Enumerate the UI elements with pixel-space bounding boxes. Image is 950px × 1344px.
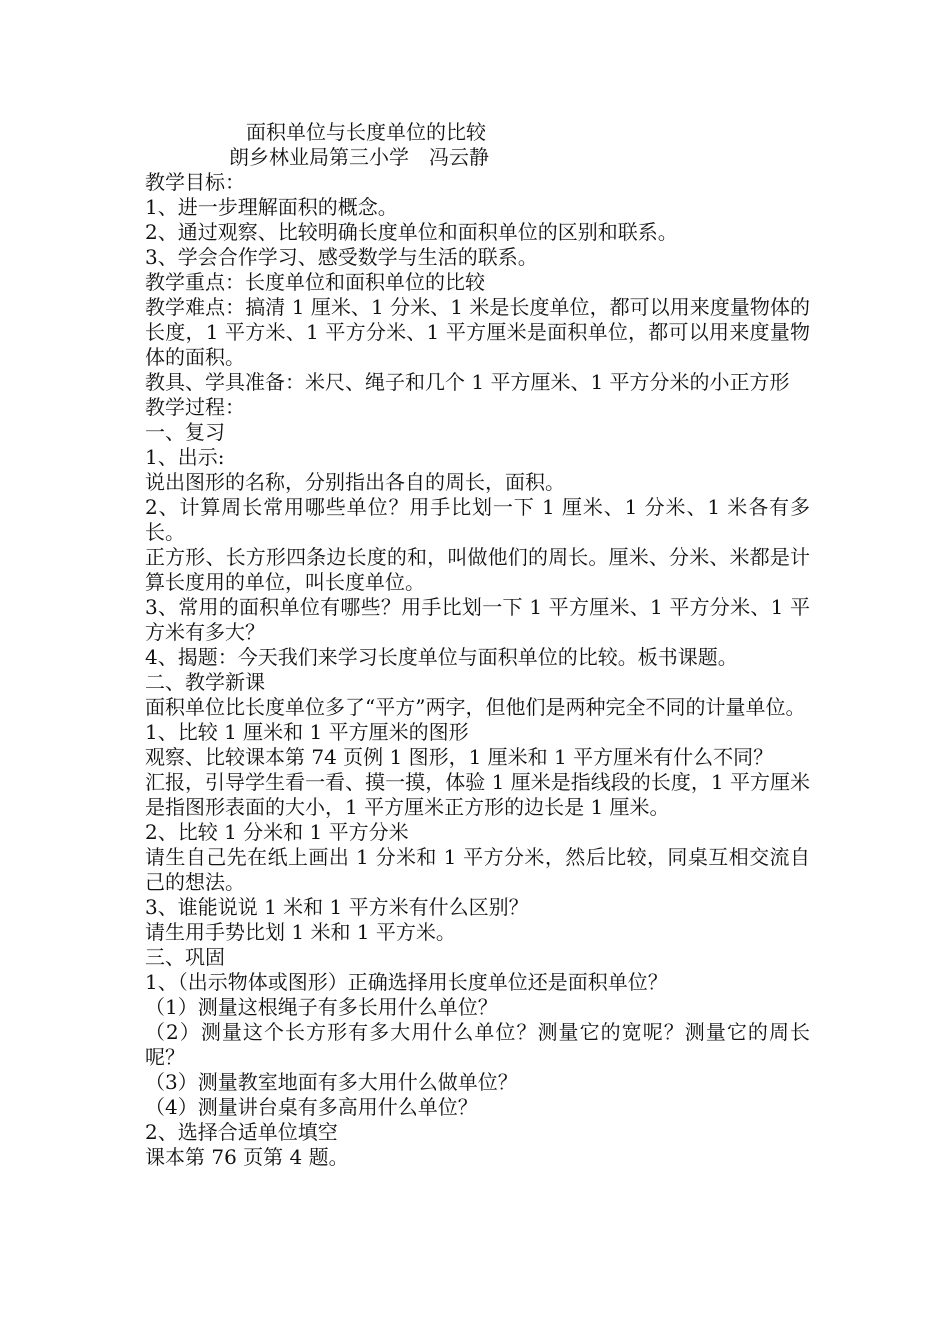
paragraph: 三、巩固 [145,945,225,969]
paragraph: 教具、学具准备：米尺、绳子和几个 1 平方厘米、1 平方分米的小正方形 [145,370,790,394]
paragraph: （4）测量讲台桌有多高用什么单位？ [145,1095,478,1119]
paragraph: 汇报，引导学生看一看、摸一摸，体验 1 厘米是指线段的长度，1 平方厘米是指图形表面的大小，1 平方厘米正方形的边长是 1 厘米。 [145,770,810,819]
paragraph: 请生自己先在纸上画出 1 分米和 1 平方分米，然后比较，同桌互相交流自己的想法。 [145,845,810,894]
paragraph: 1、（出示物体或图形）正确选择用长度单位还是面积单位？ [145,970,668,994]
paragraph: 课本第 76 页第 4 题。 [145,1145,349,1169]
paragraph: 教学难点：搞清 1 厘米、1 分米、1 米是长度单位，都可以用来度量物体的长度，1 平方米、1 平方分米、1 平方厘米是面积单位，都可以用来度量物体的面积。 [145,295,810,369]
document-body [145,170,810,1170]
document-title: 面积单位与长度单位的比较 [246,120,486,144]
paragraph: 2、比较 1 分米和 1 平方分米 [145,820,409,844]
paragraph: 2、通过观察、比较明确长度单位和面积单位的区别和联系。 [145,220,678,244]
paragraph: 教学重点：长度单位和面积单位的比较 [145,270,485,294]
paragraph: 2、选择合适单位填空 [145,1120,338,1144]
document-author: 朗乡林业局第三小学 冯云静 [229,145,489,169]
paragraph: （1）测量这根绳子有多长用什么单位？ [145,995,498,1019]
paragraph: 二、教学新课 [145,670,265,694]
paragraph: 请生用手势比划 1 米和 1 平方米。 [145,920,456,944]
paragraph: 观察、比较课本第 74 页例 1 图形，1 厘米和 1 平方厘米有什么不同？ [145,745,774,769]
paragraph: （2）测量这个长方形有多大用什么单位？测量它的宽呢？测量它的周长呢？ [145,1020,810,1069]
paragraph: 3、学会合作学习、感受数学与生活的联系。 [145,245,538,269]
paragraph: 3、谁能说说 1 米和 1 平方米有什么区别？ [145,895,529,919]
paragraph: 一、复习 [145,420,225,444]
paragraph: 1、出示: [145,445,225,469]
paragraph: 3、常用的面积单位有哪些？用手比划一下 1 平方厘米、1 平方分米、1 平方米有多大？ [145,595,810,644]
paragraph: 教学过程： [145,395,245,419]
paragraph: 说出图形的名称，分别指出各自的周长，面积。 [145,470,565,494]
paragraph: （3）测量教室地面有多大用什么做单位？ [145,1070,518,1094]
paragraph: 教学目标： [145,170,245,194]
paragraph: 1、进一步理解面积的概念。 [145,195,398,219]
paragraph: 1、比较 1 厘米和 1 平方厘米的图形 [145,720,469,744]
document-page [145,120,810,1170]
paragraph: 2、计算周长常用哪些单位？用手比划一下 1 厘米、1 分米、1 米各有多长。 [145,495,810,544]
paragraph: 面积单位比长度单位多了“平方”两字，但他们是两种完全不同的计量单位。 [145,695,806,719]
paragraph: 正方形、长方形四条边长度的和，叫做他们的周长。厘米、分米、米都是计算长度用的单位，叫长度单位。 [145,545,810,594]
paragraph: 4、揭题：今天我们来学习长度单位与面积单位的比较。板书课题。 [145,645,738,669]
